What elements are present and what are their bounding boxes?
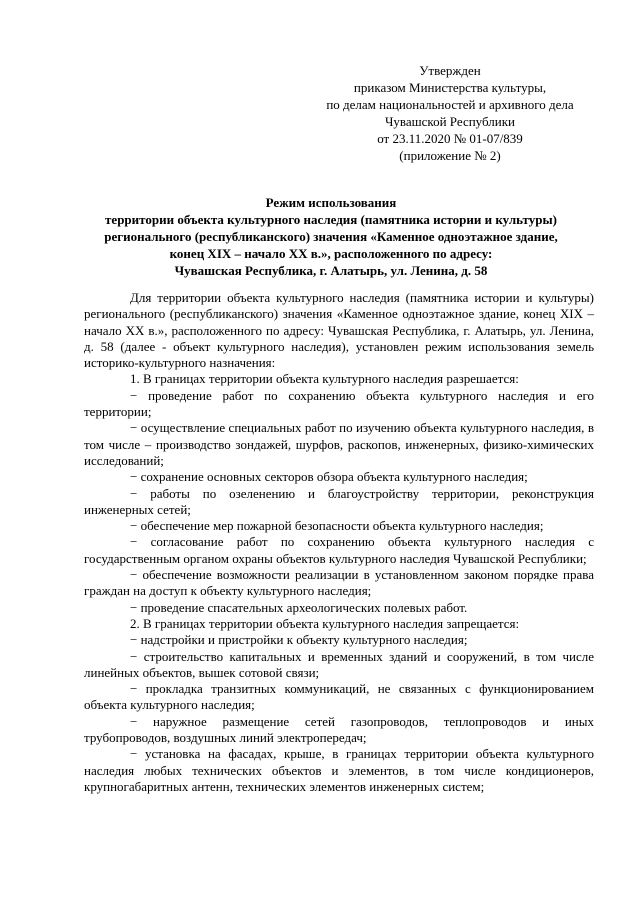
allowed-item: − работы по озеленению и благоустройству территории, реконструкция инженерных сетей; bbox=[84, 485, 594, 517]
section-heading-allowed: 1. В границах территории объекта культурного наследия разрешается: bbox=[130, 371, 519, 387]
title-line: Чувашская Республика, г. Алатырь, ул. Ленина, д. 58 bbox=[174, 263, 488, 278]
allowed-item: − обеспечение мер пожарной безопасности объекта культурного наследия; bbox=[130, 518, 544, 534]
approval-line: по делам национальностей и архивного дела bbox=[326, 97, 574, 112]
approval-line: Утвержден bbox=[419, 63, 481, 78]
allowed-item: − проведение работ по сохранению объекта культурного наследия и его территории; bbox=[84, 387, 594, 420]
document-title bbox=[72, 194, 590, 279]
title-line: регионального (республиканского) значения «Каменное одноэтажное здание, bbox=[104, 229, 558, 244]
title-line: конец XIX – начало XX в.», расположенного по адресу: bbox=[169, 246, 493, 261]
prohibited-item: − прокладка транзитных коммуникаций, не связанных с функционированием объекта культурного наследия; bbox=[84, 681, 594, 713]
prohibited-item: − установка на фасадах, крыше, в границах территории объекта культурного наследия любых технических объектов и элементов, в том числе кондиционеров, крупногабаритных антенн, технических элементов инженерных систем; bbox=[84, 746, 594, 794]
allowed-item: − обеспечение возможности реализации в установленном законом порядке права граждан на доступ к объекту культурного наследия; bbox=[84, 567, 594, 599]
allowed-item: − сохранение основных секторов обзора объекта культурного наследия; bbox=[130, 469, 528, 485]
approval-line: (приложение № 2) bbox=[399, 148, 501, 163]
title-line: Режим использования bbox=[265, 195, 397, 210]
prohibited-item: − надстройки и пристройки к объекту культурного наследия; bbox=[130, 632, 468, 648]
document-body bbox=[84, 290, 594, 795]
approval-line: Чувашской Республики bbox=[384, 114, 516, 129]
allowed-item: − согласование работ по сохранению объекта культурного наследия с государственным органом охраны объектов культурного наследия Чувашской Республики; bbox=[84, 534, 594, 566]
prohibited-item: − строительство капитальных и временных зданий и сооружений, в том числе линейных объектов, вышек сотовой связи; bbox=[84, 648, 594, 680]
allowed-item: − осуществление специальных работ по изучению объекта культурного наследия, в том числе – производство зондажей, шурфов, раскопов, инженерных, физико-химических исследований; bbox=[84, 420, 594, 468]
prohibited-item: − наружное размещение сетей газопроводов, теплопроводов и иных трубопроводов, воздушных линий электропередач; bbox=[84, 713, 594, 746]
approval-line: приказом Министерства культуры, bbox=[353, 80, 547, 95]
approval-block bbox=[300, 62, 600, 164]
intro-paragraph: Для территории объекта культурного наследия (памятника истории и культуры) регионального (республиканского) значения «Каменное одноэтажное здание, конец XIX – начало XX в.», расположенного по адресу: Чувашская Республика, г. Алатырь, ул. Ленина, д. 58 (далее - объект культурного наследия), установлен режим использования земель историко-культурного назначения: bbox=[84, 290, 594, 371]
allowed-item: − проведение спасательных археологических полевых работ. bbox=[130, 599, 468, 615]
section-heading-prohibited: 2. В границах территории объекта культурного наследия запрещается: bbox=[130, 615, 520, 631]
title-line: территории объекта культурного наследия (памятника истории и культуры) bbox=[105, 212, 557, 227]
approval-line: от 23.11.2020 № 01-07/839 bbox=[377, 131, 523, 146]
